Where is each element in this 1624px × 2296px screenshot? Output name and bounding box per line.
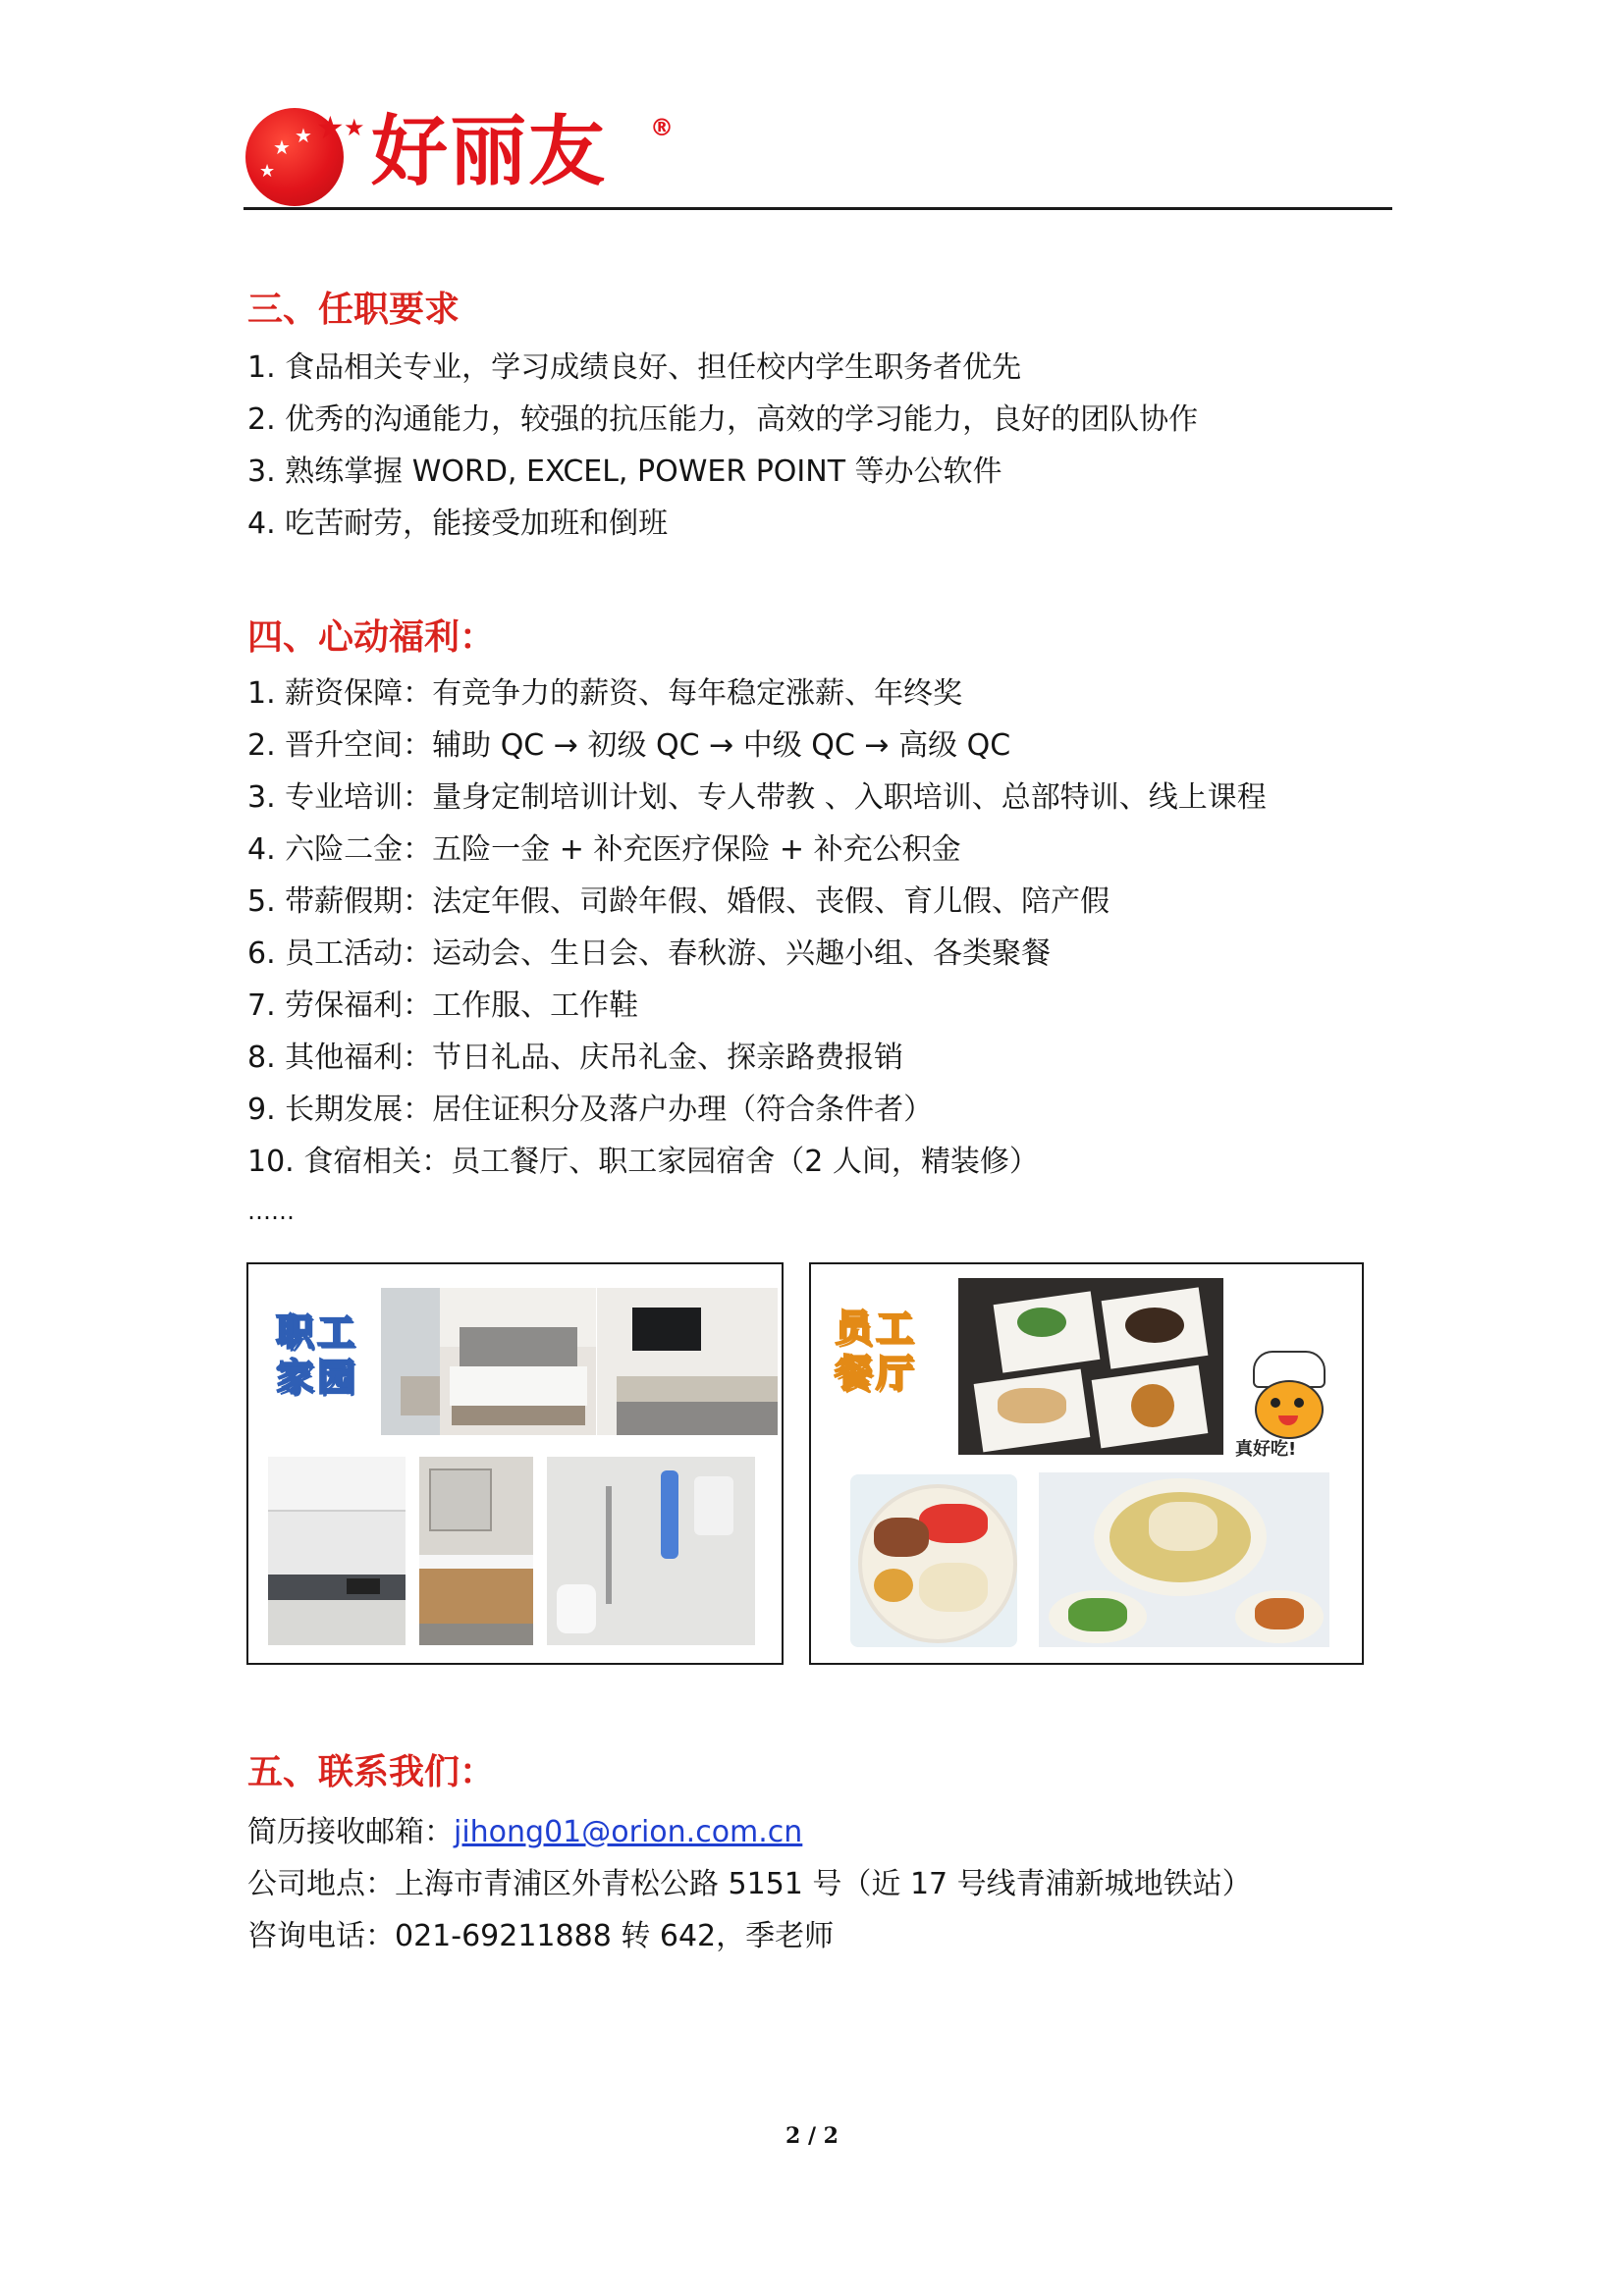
list-item: 2. 晋升空间：辅助 QC → 初级 QC → 中级 QC → 高级 QC — [247, 728, 1011, 763]
list-item: 4. 六险二金：五险一金 + 补充医疗保险 + 补充公积金 — [247, 832, 961, 867]
logo-star-icon: ★ — [295, 124, 312, 147]
benefits-list — [247, 676, 1267, 1252]
list-item: 6. 员工活动：运动会、生日会、春秋游、兴趣小组、各类聚餐 — [247, 936, 1052, 971]
list-item: 2. 优秀的沟通能力，较强的抗压能力，高效的学习能力，良好的团队协作 — [247, 402, 1199, 437]
list-item: 9. 长期发展：居住证积分及落户办理（符合条件者） — [247, 1093, 934, 1127]
address-line: 公司地点：上海市青浦区外青松公路 5151 号（近 17 号线青浦新城地铁站） — [247, 1867, 1252, 1901]
tv-photo — [597, 1288, 778, 1435]
list-item: 8. 其他福利：节日礼品、庆吊礼金、探亲路费报销 — [247, 1041, 904, 1075]
dorm-tag: 职工 家园 — [276, 1310, 359, 1399]
bathroom-vanity-photo — [419, 1457, 533, 1645]
list-item: 1. 食品相关专业，学习成绩良好、担任校内学生职务者优先 — [247, 350, 1022, 385]
logo-star-icon: ★ — [259, 161, 276, 182]
phone-line: 咨询电话：021-69211888 转 642，季老师 — [247, 1919, 835, 1953]
ellipsis: …… — [247, 1198, 295, 1225]
meal-tray-photo — [958, 1278, 1223, 1455]
chef-caption: 真好吃! — [1235, 1439, 1297, 1460]
bedroom-photo — [381, 1288, 596, 1435]
dormitory-photo-panel — [246, 1262, 784, 1665]
email-link[interactable]: jihong01@orion.com.cn — [454, 1815, 803, 1849]
list-item: 4. 吃苦耐劳，能接受加班和倒班 — [247, 507, 669, 541]
requirements-list — [247, 350, 1199, 561]
list-item: 3. 专业培训：量身定制培训计划、专人带教 、入职培训、总部特训、线上课程 — [247, 780, 1267, 815]
canteen-tag: 员工 餐厅 — [835, 1307, 918, 1395]
section-requirements-title: 三、任职要求 — [247, 290, 460, 330]
list-item: 5. 带薪假期：法定年假、司龄年假、婚假、丧假、育儿假、陪产假 — [247, 884, 1110, 919]
email-row — [247, 1815, 803, 1849]
registered-mark: ® — [650, 114, 674, 141]
chef-cartoon-icon — [1235, 1351, 1343, 1459]
shower-photo — [547, 1457, 755, 1645]
logo-wordmark: 好丽友 — [371, 108, 608, 196]
list-item: 10. 食宿相关：员工餐厅、职工家园宿舍（2 人间，精装修） — [247, 1145, 1039, 1179]
kitchen-photo — [268, 1457, 406, 1645]
company-logo — [245, 108, 687, 206]
chicken-soup-photo — [1039, 1472, 1329, 1647]
noodle-bowl-photo — [850, 1474, 1017, 1647]
email-label: 简历接收邮箱： — [247, 1815, 454, 1849]
header-divider — [244, 207, 1392, 210]
section-contact-title: 五、联系我们： — [247, 1752, 496, 1792]
logo-star-icon: ★ — [273, 135, 291, 159]
list-item: 7. 劳保福利：工作服、工作鞋 — [247, 988, 639, 1023]
logo-star-icon: ★ — [316, 109, 345, 146]
list-item: 1. 薪资保障：有竞争力的薪资、每年稳定涨薪、年终奖 — [247, 676, 963, 711]
logo-star-icon: ★ — [344, 114, 365, 141]
list-item: 3. 熟练掌握 WORD, EXCEL, POWER POINT 等办公软件 — [247, 454, 1002, 489]
section-benefits-title: 四、心动福利： — [247, 617, 496, 658]
canteen-photo-panel — [809, 1262, 1364, 1665]
page-number: 2 / 2 — [785, 2123, 839, 2149]
